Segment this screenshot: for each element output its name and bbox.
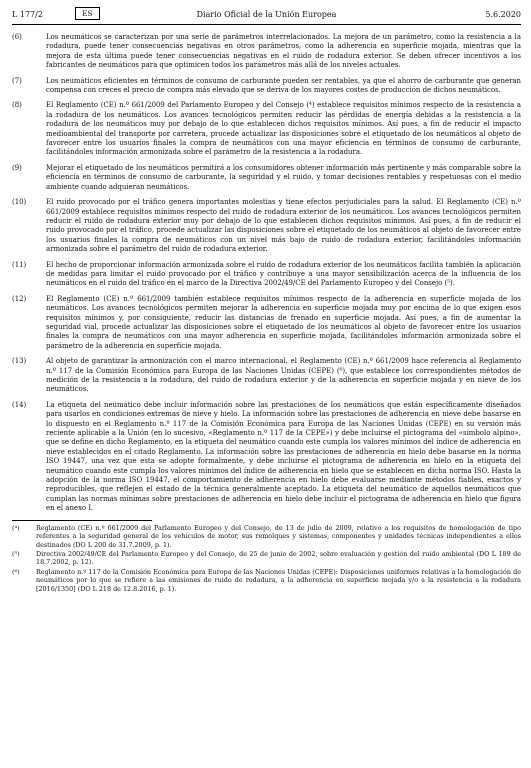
footnote-4	[12, 524, 521, 549]
recital-number: (12)	[12, 294, 27, 303]
footnote-number: (⁶)	[12, 567, 20, 576]
recital-text: La etiqueta del neumático debe incluir información sobre las prestaciones de los neumáticos que están específicamente diseñados para usarlos en condiciones extremas de nieve y hielo. La información sobre las prestaciones de adherencia en nieve debe basarse en lo dispuesto en el Reglamento n.º 117 de la Comisión Económica para Europa de las Naciones Unidas (CEPE) en su versión más reciente aplicable a la Unión (en lo sucesivo, «Reglamento n.º 117 de la CEPE») y debe incluirse el pictograma del «símbolo alpino», que se define en dicho Reglamento, en la etiqueta del neumático cuando este cumpla los valores mínimos del índice de adherencia en nieve establecidos en el citado Reglamento. La información sobre las prestaciones de adherencia en hielo debe basarse en la norma ISO 19447, una vez que esta se adopte formalmente, y debe incluirse el pictograma de adherencia en hielo en la etiqueta del neumático cuando este cumpla los valores mínimos del índice de adherencia en hielo que se establecen en dicha norma ISO. Hasta la adopción de la norma ISO 19447, el comportamiento de adherencia en hielo debe evaluarse mediante métodos fiables, exactos y reproducibles, que reflejen el estado de la técnica generalmente aceptado. La etiqueta del neumático de aquellos neumáticos que cumplan las normas mínimas sobre prestaciones de adherencia en hielo debe incluir el pictograma de adherencia en hielo que figura en el anexo I.	[46, 400, 521, 513]
recital-text: Los neumáticos se caracterizan por una serie de parámetros interrelacionados. La mejora de un parámetro, como la resistencia a la rodadura, puede tener consecuencias negativas en otros parámetros, como la adherencia en superficie mojada, mientras que la mejora de esta última puede tener consecuencias negativas en el ruido de rodadura exterior. Se deben ofrecer incentivos a los fabricantes de neumáticos para que optimicen todos los parámetros más allá de los niveles actuales.	[46, 33, 521, 70]
recital-number: (7)	[12, 76, 22, 85]
recital-7	[12, 77, 521, 96]
recital-12	[12, 295, 521, 351]
recital-number: (11)	[12, 260, 27, 269]
page-header	[12, 6, 521, 25]
language-badge: ES	[75, 7, 100, 20]
recital-number: (8)	[12, 101, 22, 110]
recital-text: Los neumáticos eficientes en términos de consumo de carburante pueden ser rentables, ya que el ahorro de carburante que generan compensa con creces el precio de compra más elevado que se deriva de los mayores costes de producción de dichos neumáticos.	[46, 76, 521, 95]
recital-11	[12, 261, 521, 289]
footnote-6	[12, 568, 521, 593]
recital-9	[12, 164, 521, 192]
recital-text: El Reglamento (CE) n.º 661/2009 del Parlamento Europeo y del Consejo (⁴) establece requisitos mínimos respecto de la resistencia a la rodadura de los neumáticos. Los avances tecnológicos permiten reducir las pérdidas de energía debidas a la resistencia a la rodadura de los neumáticos muy por debajo de lo que establecen dichos requisitos mínimos. Así pues, a fin de reducir el impacto medioambiental del transporte por carretera, procede actualizar las disposiciones sobre el etiquetado de los neumáticos al objeto de favorecer entre los usuarios finales la compra de neumáticos con una mayor eficiencia en términos de consumo de carburante, facilitándoles información armonizada sobre el parámetro de la resistencia a la rodadura.	[46, 101, 521, 157]
journal-title: Diario Oficial de la Unión Europea	[196, 10, 337, 19]
footnote-divider	[12, 520, 152, 521]
footnote-5	[12, 550, 521, 567]
recital-10	[12, 198, 521, 254]
recital-13	[12, 357, 521, 395]
document-body	[12, 33, 521, 593]
recital-number: (10)	[12, 198, 27, 207]
recital-text: Al objeto de garantizar la armonización con el marco internacional, el Reglamento (CE) n.º 661/2009 hace referencia al Reglamento n.º 117 de la Comisión Económica para Europa de las Naciones Unidas (CEPE) (⁶), que establece los correspondientes métodos de medición de la resistencia a la rodadura, del ruido de rodadura exterior y de la adherencia en superficie mojada y en nieve de los neumáticos.	[46, 357, 521, 394]
recital-number: (9)	[12, 163, 22, 172]
recital-text: El hecho de proporcionar información armonizada sobre el ruido de rodadura exterior de los neumáticos facilita también la aplicación de medidas para limitar el ruido provocado por el tráfico y contribuye a una mayor sensibilización acerca de la influencia de los neumáticos en el ruido del tráfico en el marco de la Directiva 2002/49/CE del Parlamento Europeo y del Consejo (⁵).	[46, 260, 521, 288]
recital-text: El Reglamento (CE) n.º 661/2009 también establece requisitos mínimos respecto de la adherencia en superficie mojada de los neumáticos. Los avances tecnológicos permiten mejorar la adherencia en superficie mojada muy por encima de lo que exigen esos requisitos mínimos y, por consiguiente, reducir las distancias de frenado en superficie mojada. Así pues, a fin de aumentar la seguridad vial, procede actualizar las disposiciones sobre el etiquetado de los neumáticos al objeto de favorecer entre los usuarios finales la compra de neumáticos con una mayor adherencia en superficie mojada, facilitándoles información armonizada sobre el parámetro de la adherencia en superficie mojada.	[46, 294, 521, 350]
publication-date: 5.6.2020	[485, 10, 521, 19]
footnote-text: Reglamento (CE) n.º 661/2009 del Parlamento Europeo y del Consejo, de 13 de julio de 2009, relativo a los requisitos de homologación de tipo referentes a la seguridad general de los vehículos de motor, sus remolques y sistemas, componentes y unidades técnicas independientes a ellos destinados (DO L 200 de 31.7.2009, p. 1).	[36, 523, 521, 549]
footnote-number: (⁵)	[12, 549, 20, 558]
recital-text: El ruido provocado por el tráfico genera importantes molestias y tiene efectos perjudiciales para la salud. El Reglamento (CE) n.º 661/2009 establece requisitos mínimos respecto del ruido de rodadura exterior de los neumáticos. Los avances tecnológicos permiten reducir el ruido de rodadura exterior muy por debajo de lo que establecen dichos requisitos mínimos. Así pues, a fin de reducir el ruido provocado por el tráfico, procede actualizar las disposiciones sobre el etiquetado de los neumáticos al objeto de favorecer entre los usuarios finales la compra de neumáticos con un nivel más bajo de ruido de rodadura exterior, facilitándoles información armonizada sobre el parámetro del ruido de rodadura exterior.	[46, 198, 521, 254]
recital-8	[12, 101, 521, 157]
footnote-text: Directiva 2002/49/CE del Parlamento Europeo y del Consejo, de 25 de junio de 2002, sobre evaluación y gestión del ruido ambiental (DO L 189 de 18.7.2002, p. 12).	[36, 549, 521, 567]
recital-number: (6)	[12, 33, 22, 41]
recital-6	[12, 33, 521, 71]
recital-number: (14)	[12, 400, 27, 409]
footnote-text: Reglamento n.º 117 de la Comisión Económica para Europa de las Naciones Unidas (CEPE): Disposiciones uniformes relativas a la homologación de neumáticos por lo que se refiere a las emisiones de ruido de rodadura, a la adherencia en superficie mojada y/o a la resistencia a la rodadura [2016/1350] (DO L 218 de 12.8.2016, p. 1).	[36, 567, 521, 593]
recital-text: Mejorar el etiquetado de los neumáticos permitirá a los consumidores obtener información más pertinente y más comparable sobre la eficiencia en términos de consumo de carburante, la seguridad y el ruido, y tomar decisiones rentables y respetuosas con el medio ambiente cuando adquieran neumáticos.	[46, 163, 521, 191]
recital-14	[12, 401, 521, 514]
recital-number: (13)	[12, 357, 27, 366]
page-reference: L 177/2	[12, 10, 43, 19]
footnote-number: (⁴)	[12, 523, 20, 532]
